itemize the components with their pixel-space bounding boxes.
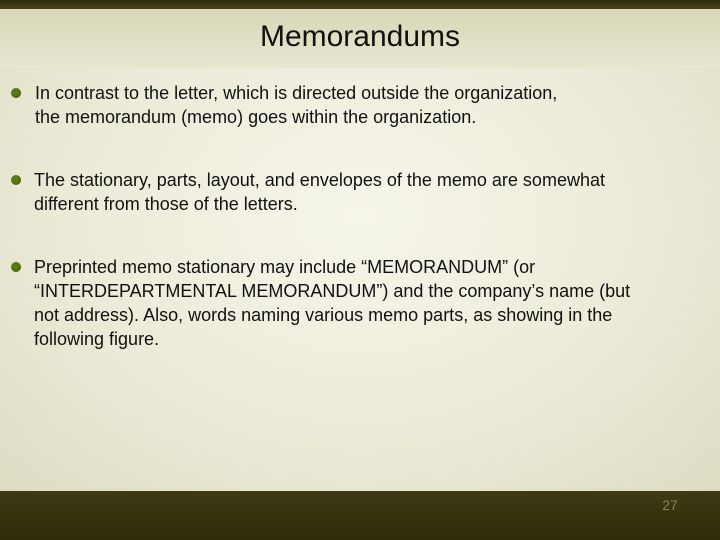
bullet-text-line: the memorandum (memo) goes within the organization.: [35, 107, 477, 127]
bullet-text-line: following figure.: [34, 329, 160, 349]
bullet-dot-icon: [11, 262, 21, 272]
bullet-text-line: In contrast to the letter, which is directed outside the organization,: [35, 83, 558, 103]
bullet-text-line: not address). Also, words naming various memo parts, as showing in the: [34, 305, 613, 325]
bullet-dot-icon: [11, 175, 21, 185]
page-number: 27: [662, 497, 678, 513]
bullet-dot-icon: [11, 88, 21, 98]
bullet-item-2: [10, 168, 700, 216]
bullet-text-line: “INTERDEPARTMENTAL MEMORANDUM”) and the company’s name (but: [34, 281, 631, 301]
bullet-text-line: The stationary, parts, layout, and envelopes of the memo are somewhat: [34, 170, 605, 190]
bullet-list: [10, 81, 700, 351]
bullet-item-1: [10, 81, 700, 129]
top-frame-bar: [0, 0, 720, 9]
footer-band: [0, 491, 720, 540]
bullet-text-line: different from those of the letters.: [34, 194, 298, 214]
bullet-text-line: Preprinted memo stationary may include “MEMORANDUM” (or: [34, 257, 536, 277]
slide-title: Memorandums: [259, 20, 461, 53]
bullet-item-3: [10, 255, 700, 351]
